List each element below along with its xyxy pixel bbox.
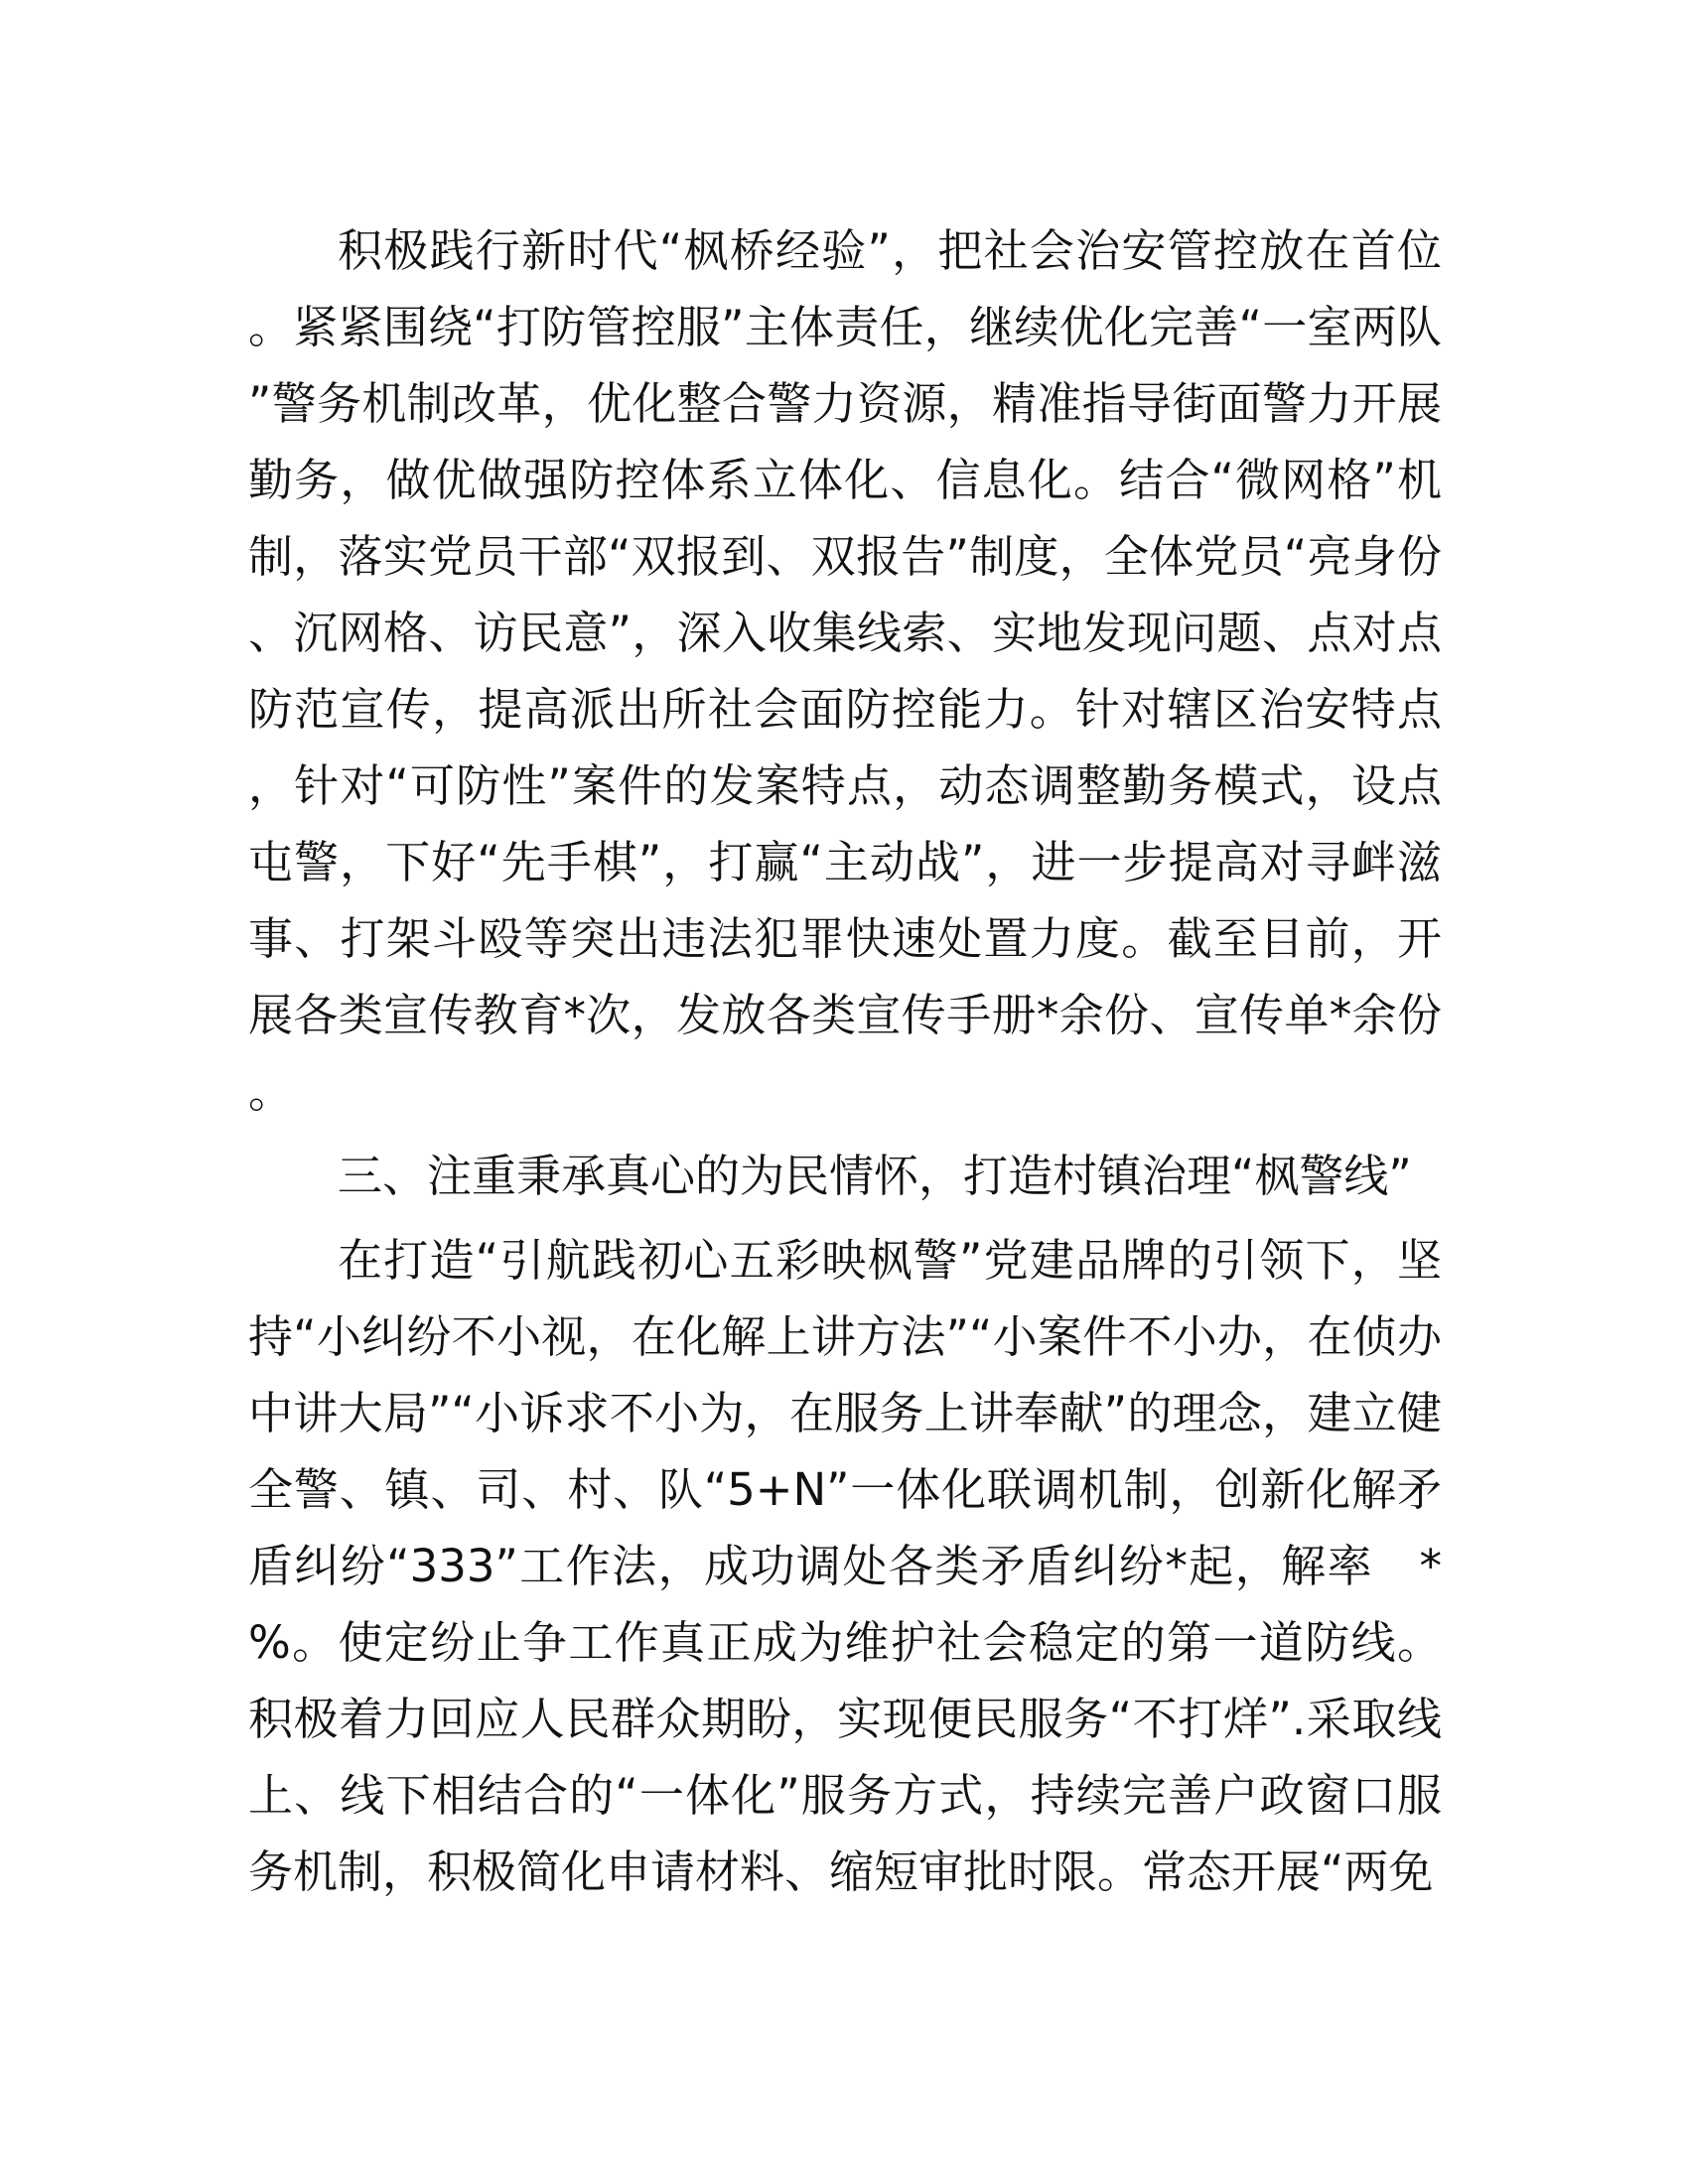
paragraph-public-security: 积极践行新时代“枫桥经验”，把社会治安管控放在首位。紧紧围绕“打防管控服”主体责任，继续优化完善“一室两队”警务机制改革，优化整合警力资源，精准指导街面警力开展勤务，做优做强防控体系立体化、信息化。结合“微网格”机制，落实党员干部“双报到、双报告”制度，全体党员“亮身份、沉网格、访民意”，深入收集线索、实地发现问题、点对点防范宣传，提高派出所社会面防控能力。针对辖区治安特点，针对“可防性”案件的发案特点，动态调整勤务模式，设点屯警，下好“先手棋”，打赢“主动战”，进一步提高对寻衅滋事、打架斗殴等突出违法犯罪快速处置力度。截至目前，开展各类宣传教育*次，发放各类宣传手册*余份、宣传单*余份。 [248, 224, 1442, 1118]
paragraph-village-governance: 在打造“引航践初心五彩映枫警”党建品牌的引领下，坚持“小纠纷不小视，在化解上讲方法”“小案件不小办，在侦办中讲大局”“小诉求不小为，在服务上讲奉献”的理念，建立健全警、镇、司、村、队“5+N”一体化联调机制，创新化解矛盾纠纷“333”工作法，成功调处各类矛盾纠纷*起，解率 *%。使定纷止争工作真正成为维护社会稳定的第一道防线。积极着力回应人民群众期盼，实现便民服务“不打烊”.采取线上、线下相结合的“一体化”服务方式，持续完善户政窗口服务机制，积极简化申请材料、缩短审批时限。常态开展“两免 [248, 1234, 1442, 1898]
section-heading-three: 三、注重秉承真心的为民情怀，打造村镇治理“枫警线” [338, 1150, 1412, 1202]
document-body [248, 212, 1442, 1910]
